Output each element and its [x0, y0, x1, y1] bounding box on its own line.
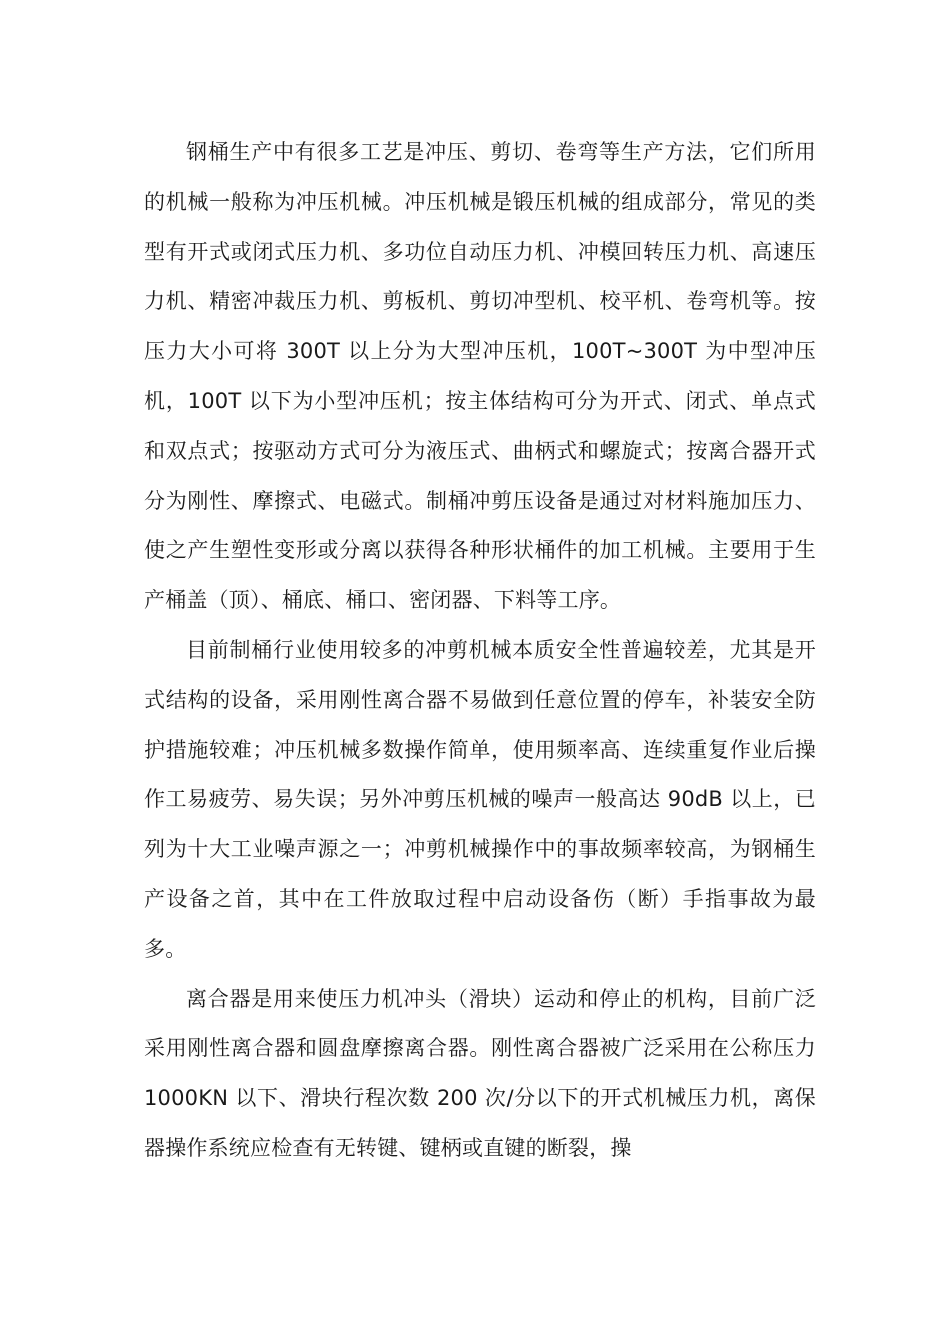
paragraph-clutch: 离合器是用来使压力机冲头（滑块）运动和停止的机构，目前广泛采用刚性离合器和圆盘摩擦离合器。刚性离合器被广泛采用在公称压力 1000KN 以下、滑块行程次数 200 次/分以下的开式机械压力机，离保器操作系统应检查有无转键、键柄或直键的断裂，操 — [144, 986, 816, 1160]
paragraph-safety-issues: 目前制桶行业使用较多的冲剪机械本质安全性普遍较差，尤其是开式结构的设备，采用刚性离合器不易做到任意位置的停车，补装安全防护措施较难；冲压机械多数操作简单，使用频率高、连续重复作业后操作工易疲劳、易失误；另外冲剪压机械的噪声一般高达 90dB 以上，已列为十大工业噪声源之一；冲剪机械操作中的事故频率较高，为钢桶生产设备之首，其中在工件放取过程中启动设备伤（断）手指事故为最多。 — [144, 637, 816, 961]
paragraph-stamping-machinery: 钢桶生产中有很多工艺是冲压、剪切、卷弯等生产方法，它们所用的机械一般称为冲压机械。冲压机械是锻压机械的组成部分，常见的类型有开式或闭式压力机、多功位自动压力机、冲模回转压力机、高速压力机、精密冲裁压力机、剪板机、剪切冲型机、校平机、卷弯机等。按压力大小可将 300T 以上分为大型冲压机，100T~300T 为中型冲压机，100T 以下为小型冲压机；按主体结构可分为开式、闭式、单点式和双点式；按驱动方式可分为液压式、曲柄式和螺旋式；按离合器开式分为刚性、摩擦式、电磁式。制桶冲剪压设备是通过对材料施加压力、使之产生塑性变形或分离以获得各种形状桶件的加工机械。主要用于生产桶盖（顶）、桶底、桶口、密闭器、下料等工序。 — [144, 140, 816, 613]
document-body — [144, 128, 816, 1174]
